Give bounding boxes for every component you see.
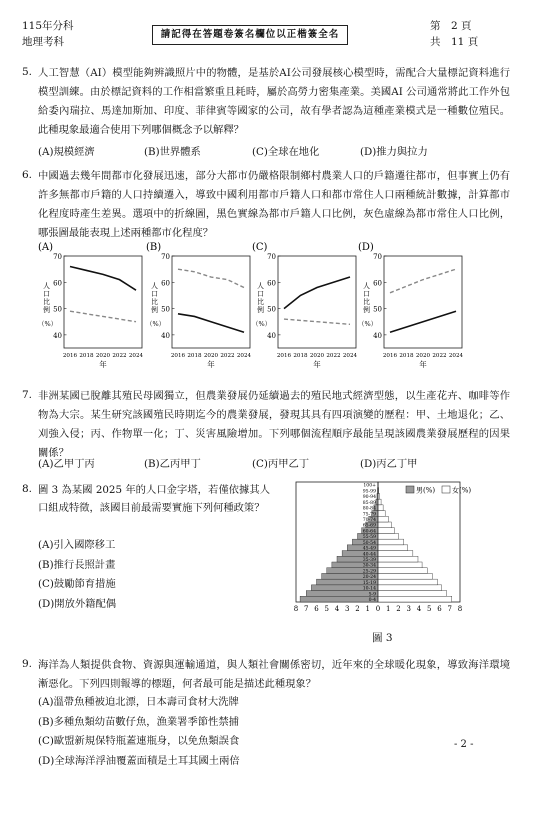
x-tick-label: 2020 [203, 353, 219, 359]
age-group-label: 20-24 [362, 575, 376, 581]
signature-notice: 請記得在答題卷簽名欄位以正楷簽全名 [152, 25, 348, 45]
plot-frame [172, 256, 250, 348]
x-tick-label: 2020 [95, 353, 111, 359]
chart-option-label: (B) [146, 242, 162, 253]
x-tick-label: 2016 [276, 353, 292, 359]
age-group-label: 90-94 [362, 495, 376, 501]
q6-chart-b[interactable] [146, 240, 254, 372]
dashed-series-line [284, 319, 350, 324]
y-axis-label: 人口比例 [363, 282, 370, 314]
x-tick-label: 3 [406, 605, 411, 613]
x-tick-label: 2018 [187, 353, 202, 359]
exam-year: 115年分科 [22, 20, 74, 32]
q9-option-d[interactable]: (D)全球海洋浮油覆蓋面積是土耳其國土兩倍 [38, 754, 240, 767]
age-group-label: 35-39 [362, 558, 376, 563]
q7-number: 7. [22, 389, 33, 401]
y-tick-label: 40 [267, 331, 276, 340]
female-bar [378, 528, 394, 534]
q9-option-b[interactable]: (B)多種魚類幼苗數仔魚，漁業署季節性禁捕 [38, 715, 239, 728]
x-tick-label: 7 [447, 605, 452, 613]
q7-text: 非洲某國已脫離其殖民母國獨立，但農業發展仍延續過去的殖民地式經濟型態，以生產花卉、咖啡等作物為大宗。某生研究該國殖民時期迄今的農業發展，發現其具有四項演變的歷程：甲、土地退化；乙、刈強入侵；丙、作物單一化；丁、災害風險增加。下列哪個流程順序最能呈現該國農業發展歷程的因果關係？ [38, 390, 510, 459]
x-tick-label: 4 [334, 605, 340, 613]
q6-text: 中國過去幾年間都市化發展迅速，部分大都市仍嚴格限制鄉村農業人口的戶籍遷往都市，但事實上仍有許多無都市戶籍的人口持續遷入，導致中國利用都市戶籍人口和都市常住人口兩種統計數據，計算都市化程度時產生差異。選項中的折線圖，黑色實線為都市戶籍人口比例，灰色虛線為都市常住人口比例，哪張圖最能表現上述兩種都市化程度？ [38, 170, 510, 239]
female-bar [378, 596, 452, 602]
age-group-label: 25-29 [362, 569, 376, 575]
dashed-series-line [178, 269, 244, 287]
female-bar [378, 591, 447, 597]
header-left [22, 18, 74, 50]
y-tick-label: 70 [161, 253, 170, 261]
y-axis-unit: （%） [252, 320, 272, 328]
q6-number: 6. [22, 169, 33, 181]
legend-female-swatch [442, 486, 450, 493]
age-group-label: 15-19 [362, 580, 376, 586]
q8-option-b[interactable]: (B)推行長照計畫 [38, 558, 116, 571]
x-tick-label: 2018 [293, 353, 308, 359]
age-group-label: 0-4 [368, 598, 376, 603]
age-group-label: 45-49 [362, 546, 376, 552]
age-group-label: 60-64 [362, 529, 376, 535]
chart-option-label: (C) [252, 242, 268, 253]
chart-option-label: (A) [38, 242, 54, 253]
legend-female-label: 女(%) [452, 486, 472, 495]
plot-frame [278, 256, 356, 348]
y-axis-label: 人口比例 [257, 282, 264, 314]
x-tick-label: 2016 [62, 353, 78, 359]
male-bar [376, 499, 378, 505]
subject: 地理考科 [22, 36, 64, 48]
total-pages: 共 11 頁 [430, 36, 479, 48]
q7-option-d[interactable]: (D)丙乙丁甲 [360, 458, 418, 470]
female-bar [378, 568, 427, 574]
y-tick-label: 40 [53, 331, 62, 340]
x-tick-label: 2 [396, 605, 401, 613]
x-tick-label: 2016 [170, 353, 186, 359]
female-bar [378, 551, 413, 557]
x-tick-label: 2020 [309, 353, 325, 359]
population-pyramid [290, 478, 486, 628]
male-bar [300, 596, 378, 602]
q9-number: 9. [22, 658, 33, 670]
age-group-label: 75-79 [362, 512, 376, 518]
x-axis-label: 年 [207, 360, 215, 369]
plot-frame [64, 256, 142, 348]
q8-option-d[interactable]: (D)開放外籍配偶 [38, 597, 117, 610]
q7-option-a[interactable]: (A)乙甲丁丙 [38, 458, 95, 470]
female-bar [378, 579, 437, 585]
y-tick-label: 60 [267, 279, 276, 288]
q8-option-c[interactable]: (C)鼓勵節育措施 [38, 578, 116, 590]
x-tick-label: 2024 [342, 353, 358, 359]
x-tick-label: 2024 [236, 353, 252, 359]
header-right [430, 18, 478, 50]
age-group-label: 40-44 [362, 552, 376, 558]
age-group-label: 55-59 [362, 535, 376, 541]
dashed-series-line [390, 269, 456, 293]
q5-option-c[interactable]: (C)全球在地化 [252, 146, 320, 158]
q6-chart-c[interactable] [252, 240, 360, 372]
x-tick-label: 8 [293, 605, 299, 613]
q5-text: 人工智慧（AI）模型能夠辨識照片中的物體，是基於AI公司發展核心模型時，需配合大量標記資料進行模型訓練。由於標記資料的工作相當繁重且耗時，屬於高勞力密集產業。美國AI 公司通常將此工作外包給委內瑞拉、馬達加斯加、印度、菲律賓等國家的公司，故有學者認為這種產業模式是一種數位殖民。此種現象最適合使用下列哪個概念予以解釋？ [38, 67, 510, 136]
y-tick-label: 60 [373, 279, 382, 288]
figure-caption: 圖 3 [372, 632, 393, 644]
x-tick-label: 0 [375, 605, 381, 613]
female-bar [378, 545, 408, 551]
x-tick-label: 3 [345, 605, 350, 613]
q6-chart-a[interactable] [38, 240, 146, 372]
x-tick-label: 5 [324, 605, 329, 613]
y-tick-label: 50 [161, 305, 170, 314]
age-group-label: 95-99 [362, 489, 376, 495]
q9-options [38, 693, 240, 771]
solid-series-line [390, 311, 456, 332]
plot-frame [384, 256, 462, 348]
q5-option-a[interactable]: (A)規模經濟 [38, 146, 95, 158]
q5-number: 5. [22, 66, 33, 78]
x-tick-label: 2024 [448, 353, 464, 359]
page-indicator: 第 2 頁 [430, 20, 472, 32]
x-tick-label: 1 [365, 605, 370, 613]
x-tick-label: 1 [386, 605, 391, 613]
x-tick-label: 8 [457, 605, 463, 613]
female-bar [378, 516, 388, 522]
x-axis-label: 年 [313, 360, 321, 369]
x-tick-label: 5 [427, 605, 432, 613]
x-tick-label: 2022 [220, 353, 235, 359]
female-bar [378, 505, 383, 511]
y-axis-label: 人口比例 [43, 282, 50, 314]
female-bar [378, 533, 399, 539]
x-tick-label: 2018 [79, 353, 94, 359]
q9-text: 海洋為人類提供食物、資源與運輸通道，與人類社會關係密切，近年來的全球暖化現象，導致海洋環境漸惡化。下列四則報導的標題，何者最可能是描述此種現象？ [38, 659, 510, 690]
female-bar [378, 522, 391, 528]
q8-option-a[interactable]: (A)引入國際移工 [38, 539, 116, 551]
x-axis-label: 年 [419, 360, 427, 369]
x-tick-label: 2018 [399, 353, 414, 359]
x-tick-label: 4 [416, 605, 422, 613]
q7-option-b[interactable]: (B)乙丙甲丁 [144, 458, 201, 470]
age-group-label: 50-54 [362, 540, 376, 546]
q7-option-c[interactable]: (C)丙甲乙丁 [252, 458, 310, 470]
female-bar [378, 499, 381, 505]
solid-series-line [284, 277, 350, 309]
x-tick-label: 2024 [128, 353, 144, 359]
y-tick-label: 70 [373, 253, 382, 261]
female-bar [378, 562, 422, 568]
female-bar [378, 585, 442, 591]
y-tick-label: 50 [267, 305, 276, 314]
age-group-label: 70-74 [362, 518, 376, 523]
y-tick-label: 70 [267, 253, 276, 261]
x-tick-label: 6 [314, 605, 319, 613]
x-tick-label: 2020 [415, 353, 431, 359]
legend-male-label: 男(%) [416, 486, 436, 495]
y-tick-label: 50 [53, 305, 62, 314]
age-group-label: 100+ [363, 483, 376, 489]
x-tick-label: 7 [304, 605, 309, 613]
y-tick-label: 40 [373, 331, 382, 340]
q9-option-c[interactable]: (C)歐盟新規保特瓶蓋連瓶身，以免魚類誤食 [38, 735, 240, 747]
x-tick-label: 2016 [382, 353, 398, 359]
page-number: - 2 - [454, 739, 474, 750]
age-group-label: 30-34 [362, 563, 376, 569]
age-group-label: 5-9 [368, 592, 376, 598]
solid-series-line [70, 267, 136, 291]
x-tick-label: 2022 [432, 353, 447, 359]
age-group-label: 85-89 [362, 500, 376, 506]
y-axis-unit: （%） [358, 320, 378, 328]
x-axis-label: 年 [99, 360, 107, 369]
y-tick-label: 40 [161, 331, 170, 340]
legend-male-swatch [406, 486, 414, 493]
female-bar [378, 573, 432, 579]
q8-options [38, 536, 116, 614]
solid-series-line [178, 314, 244, 332]
x-tick-label: 2022 [112, 353, 127, 359]
y-axis-unit: （%） [38, 320, 58, 328]
x-tick-label: 2 [355, 605, 360, 613]
x-tick-label: 6 [437, 605, 442, 613]
q8-number: 8. [22, 483, 33, 495]
y-axis-unit: （%） [146, 320, 166, 328]
x-tick-label: 2022 [326, 353, 341, 359]
age-group-label: 65-69 [362, 523, 376, 529]
dashed-series-line [70, 311, 136, 322]
y-tick-label: 70 [53, 253, 62, 261]
y-tick-label: 60 [53, 279, 62, 288]
y-tick-label: 60 [161, 279, 170, 288]
q6-chart-d[interactable] [358, 240, 466, 372]
female-bar [378, 539, 404, 545]
age-group-label: 80-84 [362, 506, 376, 512]
q5-option-d[interactable]: (D)推力與拉力 [360, 146, 428, 158]
q8-text: 圖 3 為某國 2025 年的人口金字塔，若僅依據其人口組成特徵，該國目前最需要實施下列何種政策？ [38, 484, 270, 514]
y-axis-label: 人口比例 [151, 282, 158, 314]
q5-option-b[interactable]: (B)世界體系 [144, 146, 201, 158]
age-group-label: 10-14 [362, 586, 376, 592]
chart-option-label: (D) [358, 242, 374, 253]
q9-option-a[interactable]: (A)溫帶魚種被迫北漂，日本壽司食材大洗牌 [38, 696, 239, 708]
y-tick-label: 50 [373, 305, 382, 314]
female-bar [378, 556, 418, 562]
female-bar [378, 511, 385, 517]
